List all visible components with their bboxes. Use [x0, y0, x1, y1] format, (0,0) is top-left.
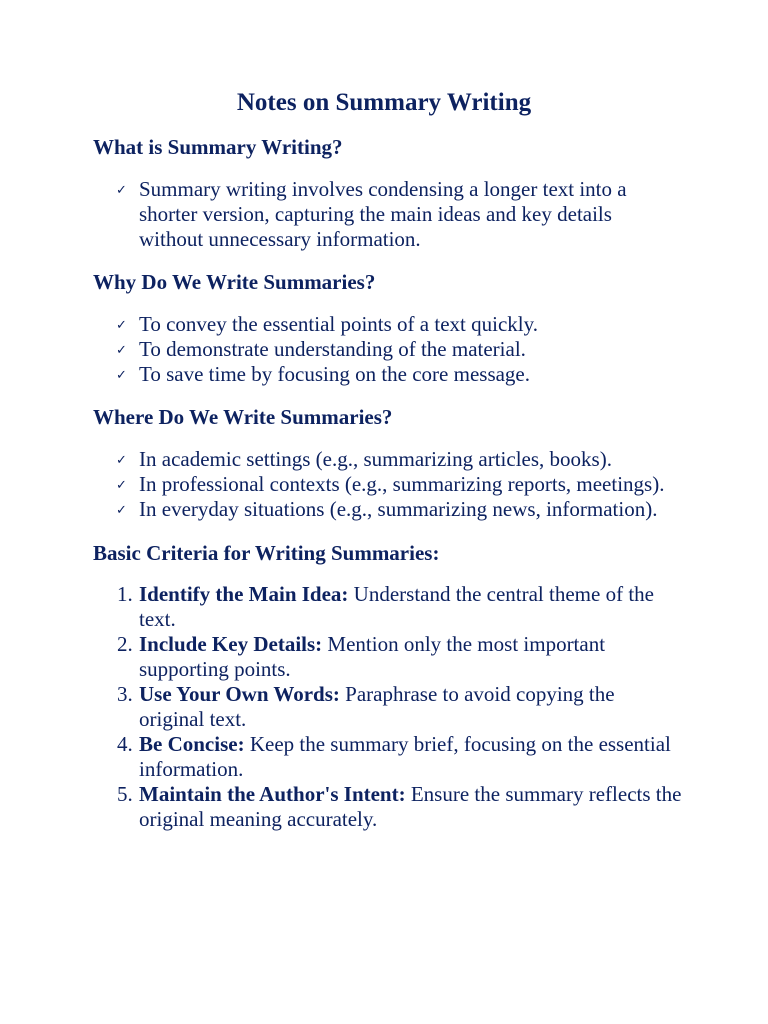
list-item [93, 312, 669, 337]
checkmark-icon: ✓ [116, 368, 127, 383]
checkmark-icon: ✓ [116, 478, 127, 493]
checkmark-icon: ✓ [116, 503, 127, 518]
criteria-text: Mention only the most important supporting points. [139, 632, 606, 681]
criteria-item [93, 632, 684, 682]
list-item-text: In academic settings (e.g., summarizing articles, books). [139, 447, 612, 471]
criteria-text: Keep the summary brief, focusing on the essential information. [139, 732, 671, 781]
list-item-text: To save time by focusing on the core message. [139, 362, 531, 386]
list-item [93, 362, 669, 387]
section-heading-what: What is Summary Writing? [93, 135, 343, 159]
list-item-text: In professional contexts (e.g., summarizing reports, meetings). [139, 472, 665, 496]
criteria-item [93, 782, 684, 832]
criteria-item [93, 732, 684, 782]
checkmark-icon: ✓ [116, 453, 127, 468]
page-title: Notes on Summary Writing [236, 89, 532, 116]
criteria-term: Include Key Details: [139, 632, 323, 656]
checkmark-icon: ✓ [116, 318, 127, 333]
criteria-term: Use Your Own Words: [139, 682, 340, 706]
list-item [93, 472, 669, 497]
checkmark-icon: ✓ [116, 183, 127, 198]
item-number: 3. [117, 682, 133, 706]
criteria-text: Understand the central theme of the text. [139, 582, 654, 631]
section-heading-criteria: Basic Criteria for Writing Summaries: [93, 541, 440, 565]
section-heading-where: Where Do We Write Summaries? [93, 405, 393, 429]
checkmark-icon: ✓ [116, 343, 127, 358]
criteria-text: Ensure the summary reflects the original meaning accurately. [139, 782, 682, 831]
list-item [93, 177, 669, 252]
criteria-text: Paraphrase to avoid copying the original text. [139, 682, 615, 731]
why-list [93, 312, 768, 387]
criteria-term: Identify the Main Idea: [139, 582, 349, 606]
item-number: 5. [117, 782, 133, 806]
list-item [93, 447, 669, 472]
criteria-item [93, 682, 684, 732]
list-item-text: To demonstrate understanding of the material. [139, 337, 526, 361]
criteria-term: Be Concise: [139, 732, 245, 756]
criteria-term: Maintain the Author's Intent: [139, 782, 406, 806]
list-item-text: To convey the essential points of a text quickly. [139, 312, 538, 336]
item-number: 4. [117, 732, 133, 756]
list-item-text: Summary writing involves condensing a longer text into a shorter version, capturing the main ideas and key details without unnecessary information. [139, 177, 627, 251]
where-list [93, 447, 768, 522]
criteria-list [93, 582, 768, 832]
list-item [93, 337, 669, 362]
section-heading-why: Why Do We Write Summaries? [93, 270, 376, 294]
item-number: 1. [117, 582, 133, 606]
list-item-text: In everyday situations (e.g., summarizing news, information). [139, 497, 658, 521]
item-number: 2. [117, 632, 133, 656]
criteria-item [93, 582, 684, 632]
what-list [93, 177, 768, 252]
list-item [93, 497, 669, 522]
